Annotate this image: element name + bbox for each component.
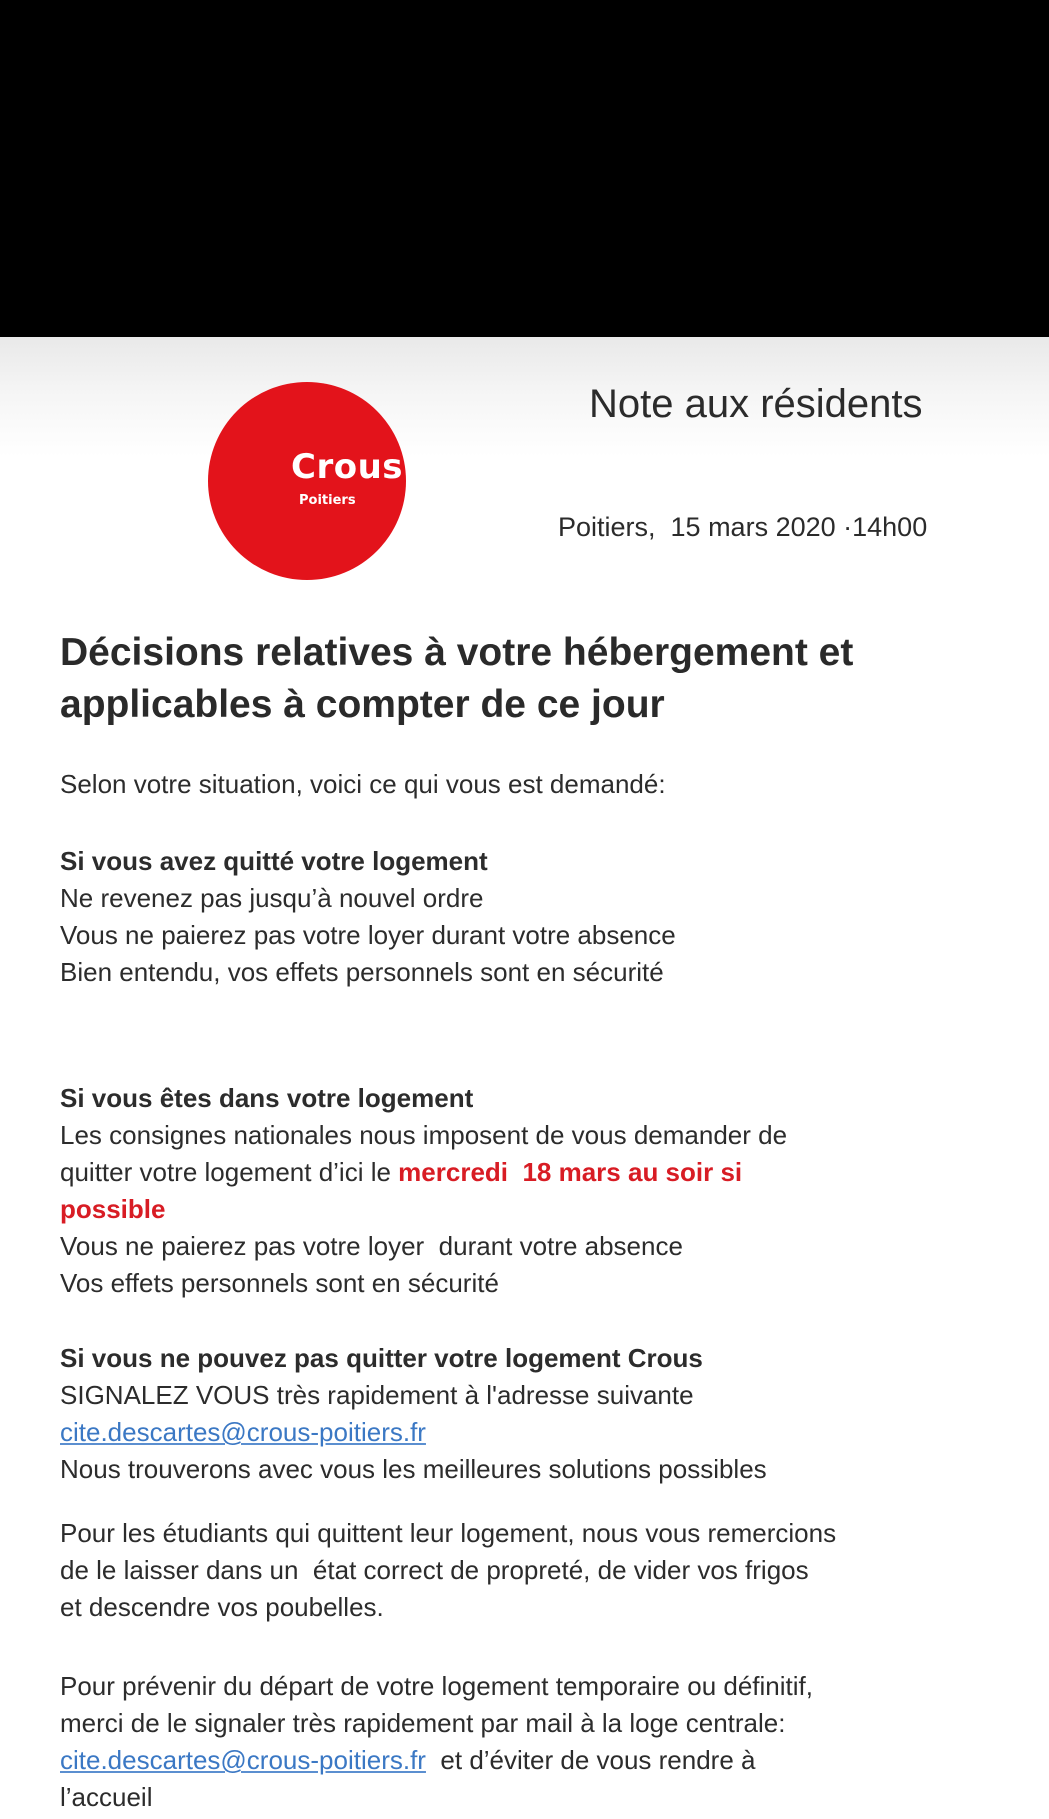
departure-paragraph <box>60 1668 1020 1816</box>
section-line-prefix: quitter votre logement d’ici le <box>60 1157 399 1187</box>
paragraph-line: l’accueil <box>60 1782 153 1812</box>
section-line: Bien entendu, vos effets personnels sont en sécurité <box>60 957 664 987</box>
section-line: Nous trouverons avec vous les meilleures solutions possibles <box>60 1454 767 1484</box>
section-title: Si vous êtes dans votre logement <box>60 1083 474 1113</box>
paragraph-line: Pour prévenir du départ de votre logement temporaire ou définitif, <box>60 1671 813 1701</box>
logo-name: Crous <box>291 447 404 487</box>
intro-text: Selon votre situation, voici ce qui vous est demandé: <box>60 769 666 799</box>
section-line: Vous ne paierez pas votre loyer durant votre absence <box>60 920 676 950</box>
intro-paragraph <box>60 766 1020 803</box>
section-line: Ne revenez pas jusqu’à nouvel ordre <box>60 883 484 913</box>
paragraph-line: merci de le signaler très rapidement par mail à la loge centrale: <box>60 1708 786 1738</box>
paragraph-line: Pour les étudiants qui quittent leur logement, nous vous remercions <box>60 1518 837 1548</box>
section-title: Si vous ne pouvez pas quitter votre logement Crous <box>60 1343 703 1373</box>
paragraph-line-suffix: et d’éviter de vous rendre à <box>425 1745 756 1775</box>
deadline-highlight-continued: possible <box>60 1194 166 1224</box>
crous-logo <box>208 382 406 580</box>
section-left-housing <box>60 843 1020 991</box>
section-line: Vous ne paierez pas votre loyer durant votre absence <box>60 1231 683 1261</box>
section-line: SIGNALEZ VOUS très rapidement à l'adresse suivante <box>60 1380 694 1410</box>
section-title: Si vous avez quitté votre logement <box>60 846 488 876</box>
paragraph-line: de le laisser dans un état correct de propreté, de vider vos frigos <box>60 1555 809 1585</box>
section-in-housing <box>60 1080 1020 1302</box>
paragraph-line <box>60 1742 1020 1779</box>
cleaning-paragraph <box>60 1515 1020 1626</box>
black-top-band <box>0 0 1049 337</box>
note-title: Note aux résidents <box>589 382 923 426</box>
email-link[interactable]: cite.descartes@crous-poitiers.fr <box>60 1745 426 1775</box>
section-cannot-leave <box>60 1340 1020 1488</box>
document-page <box>0 337 1049 1819</box>
deadline-highlight: mercredi 18 mars au soir si <box>398 1157 743 1187</box>
section-line: Vos effets personnels sont en sécurité <box>60 1268 499 1298</box>
logo-city: Poitiers <box>299 493 356 508</box>
section-line <box>60 1154 1020 1191</box>
section-line: Les consignes nationales nous imposent de vous demander de <box>60 1120 788 1150</box>
date-line: Poitiers, 15 mars 2020 ·14h00 <box>558 512 928 542</box>
email-link[interactable]: cite.descartes@crous-poitiers.fr <box>60 1417 426 1447</box>
document-heading: Décisions relatives à votre hébergement et applicables à compter de ce jour <box>60 631 854 726</box>
paragraph-line: et descendre vos poubelles. <box>60 1592 384 1622</box>
